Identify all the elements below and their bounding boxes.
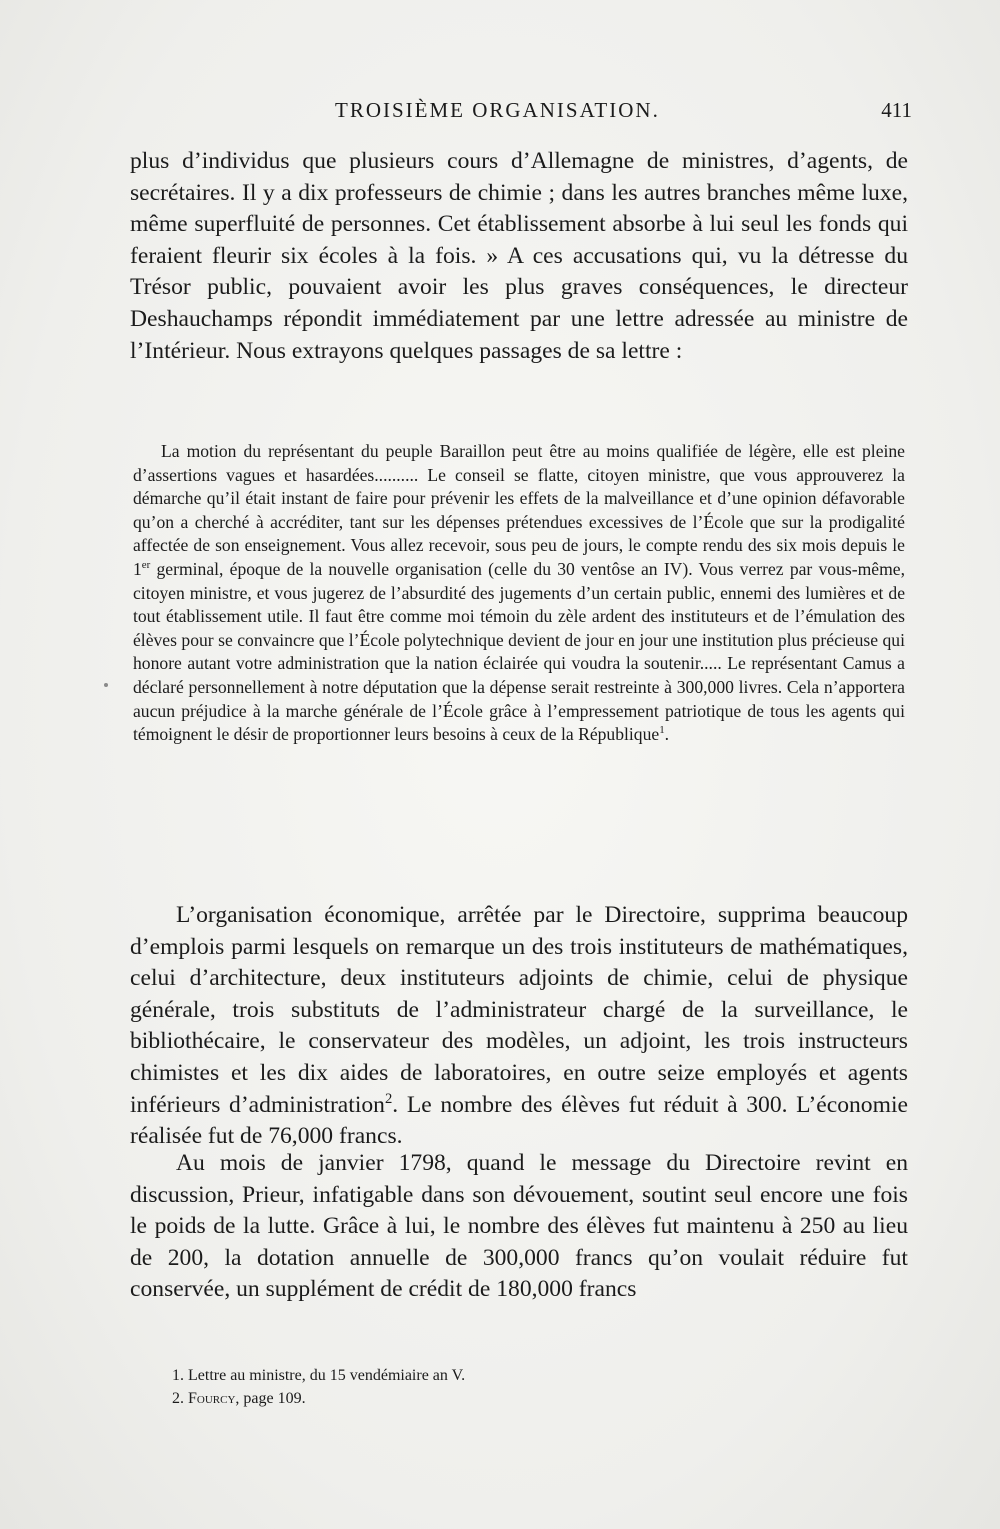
- footnote-2-rest: , page 109.: [235, 1390, 306, 1407]
- quote-text-end: .: [664, 724, 670, 745]
- paragraph-2-text-b: . Le nombre des élèves fut réduit à 300. L’économie réalisée fut de 76,000 francs.: [130, 1091, 908, 1150]
- quoted-letter: [133, 440, 905, 747]
- quote-text-part-2: germinal, époque de la nouvelle organisation (celle du 30 ventôse an IV). Vous verrez par vous-même, citoyen ministre, et vous jugerez de l’absurdité des jugements d’un certain public, ennemi des lumières et de tout établissement utile. Il faut être comme moi témoin du zèle ardent des instituteurs et de l’émulation des élèves pour se convaincre que l’École polytechnique devient de jour en jour une institution plus précieuse qui honore autant votre administration que la nation éclairée qui voudra la soutenir..... Le représentant Camus a déclaré personnellement à notre députation que la dépense serait restreinte à 300,000 livres. Cela n’apportera aucun préjudice à la marche générale de l’École grâce à l’empressement patriotique de tous les agents qui témoignent le désir de proportionner leurs besoins à ceux de la République: [133, 558, 905, 745]
- running-title: TROISIÈME ORGANISATION.: [335, 98, 660, 122]
- footnotes: [172, 1364, 872, 1410]
- footnote-2-author: Fourcy: [188, 1390, 236, 1407]
- footnote-2: [172, 1387, 872, 1410]
- paragraph-2-text-a: L’organisation économique, arrêtée par le Directoire, supprima beaucoup d’emplois parmi lesquels on remarque un des trois instituteurs de mathématiques, celui d’architecture, deux instituteurs adjoints de chimie, celui de physique générale, trois substituts de l’administrateur chargé de la surveillance, le bibliothécaire, le conservateur des modèles, un adjoint, les trois instructeurs chimistes et les dix aides de laboratoires, en outre seize employés et agents inférieurs d’administration: [130, 902, 908, 1118]
- page-number: 411: [881, 98, 912, 122]
- quote-superscript-er: er: [141, 559, 151, 572]
- paragraph-2: [130, 900, 908, 1153]
- margin-mark: [104, 683, 108, 687]
- quote-text-part-1: La motion du représentant du peuple Baraillon peut être au moins qualifiée de légère, elle est pleine d’assertions vagues et hasardées.......... Le conseil se flatte, citoyen ministre, que vous approuverez la démarche qu’il était instant de faire pour prévenir les effets de la malveillance et d’une opinion défavorable qu’on a cherché à accréditer, tant sur les dépenses prétendues excessives de l’École que sur la prodigalité affectée de son enseignement. Vous allez recevoir, sous peu de jours, le compte rendu des six mois depuis le 1: [133, 441, 905, 579]
- paragraph-3: Au mois de janvier 1798, quand le message du Directoire revint en discussion, Prieur, infatigable dans son dévouement, soutint seul encore une fois le poids de la lutte. Grâce à lui, le nombre des élèves fut maintenu à 250 au lieu de 200, la dotation annuelle de 300,000 francs qu’on voulait réduire fut conservée, un supplément de crédit de 180,000 francs: [130, 1150, 908, 1303]
- footnote-2-number: 2.: [172, 1390, 188, 1407]
- paragraph-1: plus d’individus que plusieurs cours d’Allemagne de ministres, d’agents, de secrétaires. Il y a dix professeurs de chimie ; dans les autres branches même luxe, même superfluité de personnes. Cet établissement absorbe à lui seul les fonds qui feraient fleurir six écoles à la fois. » A ces accusations qui, vu la détresse du Trésor public, pouvaient avoir les plus graves conséquences, le directeur Deshauchamps répondit immédiatement par une lettre adressée au ministre de l’Intérieur. Nous extrayons quelques passages de sa lettre :: [130, 148, 908, 364]
- footnote-1: 1. Lettre au ministre, du 15 vendémiaire an V.: [172, 1367, 466, 1384]
- page-header: [130, 98, 912, 128]
- footnote-ref-1: 1: [659, 724, 665, 737]
- footnote-ref-2: 2: [384, 1090, 393, 1107]
